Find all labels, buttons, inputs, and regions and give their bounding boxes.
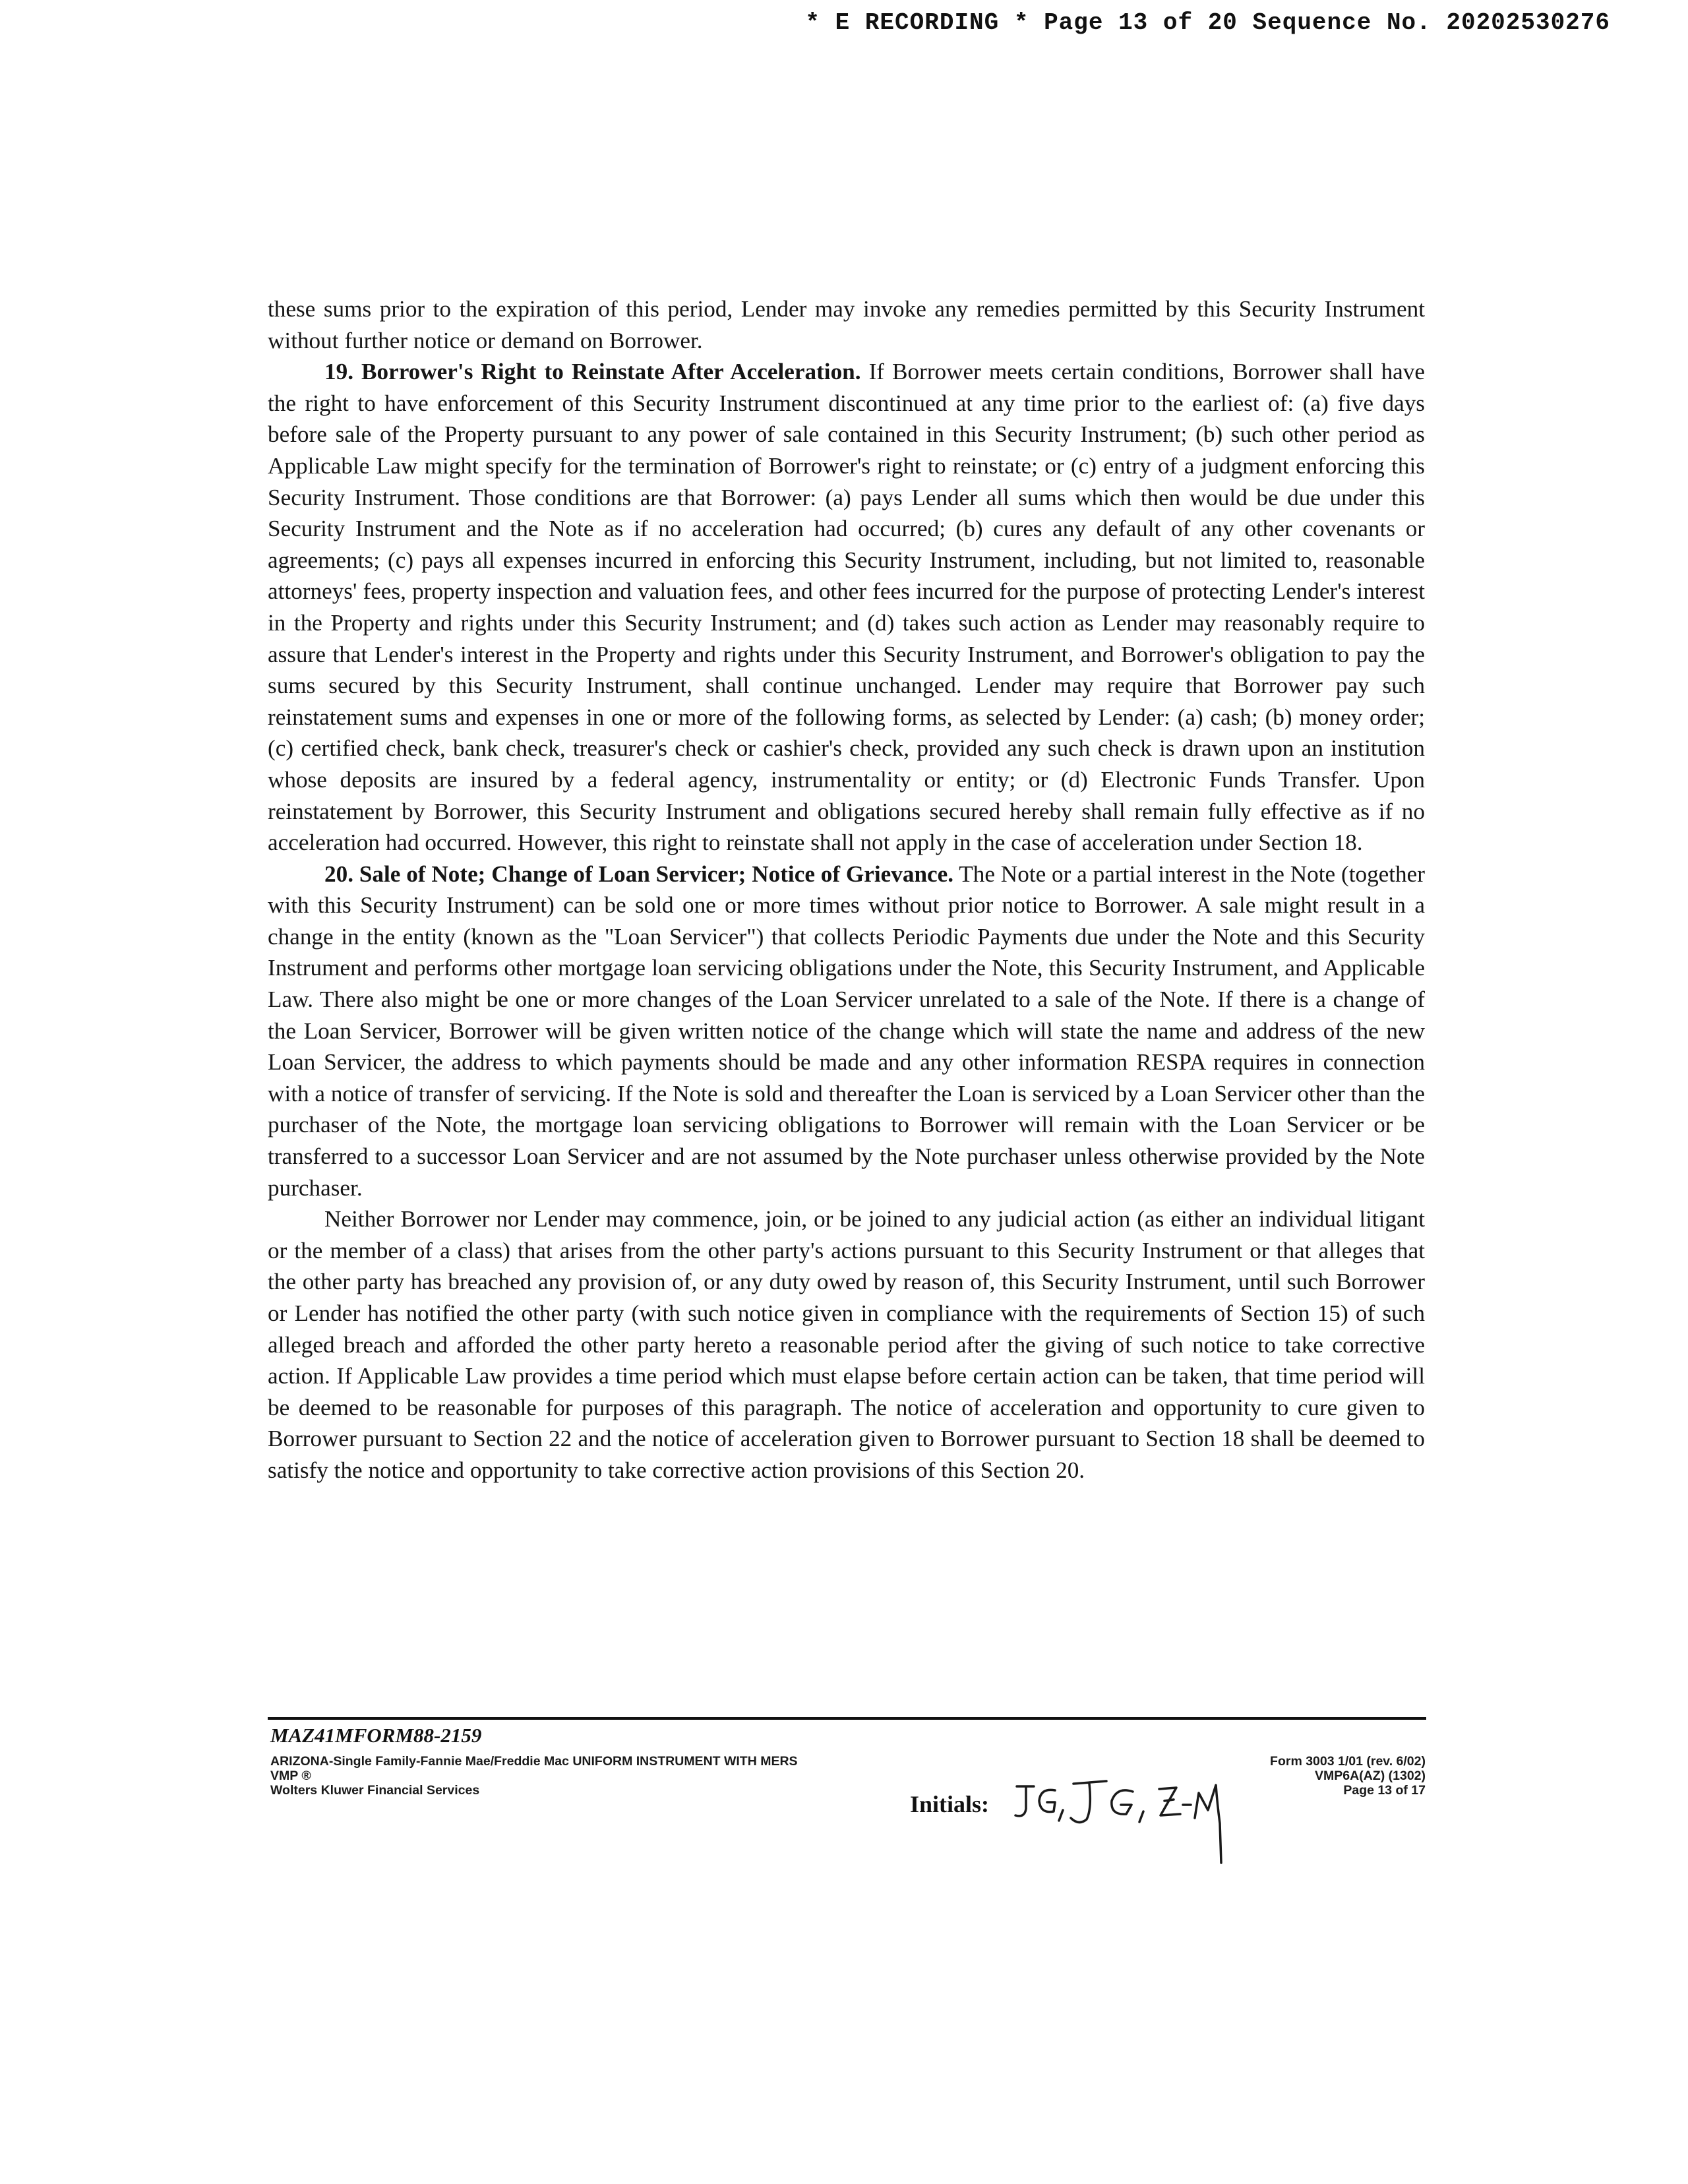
footer-form-title: ARIZONA-Single Family-Fannie Mae/Freddie Mac UNIFORM INSTRUMENT WITH MERS — [270, 1754, 798, 1769]
footer-form-number: Form 3003 1/01 (rev. 6/02) — [1270, 1754, 1426, 1769]
initials-label: Initials: — [910, 1791, 990, 1817]
grievance-paragraph: Neither Borrower nor Lender may commence, join, or be joined to any judicial action (as either an individual litigant or the member of a class) that arises from the other party's actions pursuant to this Security Instrument or that alleges that the other party has breached any provision of, or any duty owed by reason of, this Security Instrument, until such Borrower or Lender has notified the other party (with such notice given in compliance with the requirements of Section 15) of such alleged breach and afforded the other party hereto a reasonable period after the giving of such notice to take corrective action. If Applicable Law provides a time period which must elapse before certain action can be taken, that time period will be deemed to be reasonable for purposes of this paragraph. The notice of acceleration and opportunity to cure given to Borrower pursuant to Section 22 and the notice of acceleration given to Borrower pursuant to Section 18 shall be deemed to satisfy the notice and opportunity to take corrective action provisions of this Section 20. — [268, 1206, 1425, 1483]
section-19-text: If Borrower meets certain conditions, Borrower shall have the right to have enforcement of this Security Instrument discontinued at any time prior to the earliest of: (a) five days before sale of the Property pursuant to any power of sale contained in this Security Instrument; (b) such other period as Applicable Law might specify for the termination of Borrower's right to reinstate; or (c) entry of a judgment enforcing this Security Instrument. Those conditions are that Borrower: (a) pays Lender all sums which then would be due under this Security Instrument and the Note as if no acceleration had occurred; (b) cures any default of any other covenants or agreements; (c) pays all expenses incurred in enforcing this Security Instrument, including, but not limited to, reasonable attorneys' fees, property inspection and valuation fees, and other fees incurred for the purpose of protecting Lender's interest in the Property and rights under this Security Instrument; and (d) takes such action as Lender may reasonably require to assure that Lender's interest in the Property and rights under this Security Instrument, and Borrower's obligation to pay the sums secured by this Security Instrument, shall continue unchanged. Lender may require that Borrower pay such reinstatement sums and expenses in one or more of the following forms, as selected by Lender: (a) cash; (b) money order; (c) certified check, bank check, treasurer's check or cashier's check, provided any such check is drawn upon an institution whose deposits are insured by a federal agency, instrumentality or entity; or (d) Electronic Funds Transfer. Upon reinstatement by Borrower, this Security Instrument and obligations secured hereby shall remain fully effective as if no acceleration had occurred. However, this right to reinstate shall not apply in the case of acceleration under Section 18. — [268, 359, 1426, 856]
section-19-heading: 19. Borrower's Right to Reinstate After Acceleration. — [324, 359, 861, 385]
section-20-paragraph — [268, 859, 1425, 1204]
section-20-heading: 20. Sale of Note; Change of Loan Servicer; Notice of Grievance. — [324, 861, 954, 887]
continuation-paragraph: these sums prior to the expiration of this period, Lender may invoke any remedies permitted by this Security Instrument without further notice or demand on Borrower. — [268, 296, 1425, 353]
footer-publisher: Wolters Kluwer Financial Services — [270, 1783, 480, 1798]
recording-header: * E RECORDING * Page 13 of 20 Sequence No. 20202530276 — [805, 9, 1610, 36]
footer-vmp-code: VMP6A(AZ) (1302) — [1315, 1769, 1426, 1783]
footer-right-block — [1270, 1754, 1426, 1798]
footer-divider — [268, 1717, 1426, 1720]
initials-signature — [1008, 1757, 1258, 1869]
footer-vmp-mark: VMP ® — [270, 1769, 311, 1783]
form-code: MAZ41MFORM88-2159 — [270, 1724, 482, 1747]
footer-page-number: Page 13 of 17 — [1343, 1783, 1426, 1798]
footer-left-block — [270, 1754, 798, 1798]
document-body — [268, 293, 1425, 1486]
section-20-text: The Note or a partial interest in the Note (together with this Security Instrument) can be sold one or more times without prior notice to Borrower. A sale might result in a change in the entity (known as the "Loan Servicer") that collects Periodic Payments due under the Note and this Security Instrument and performs other mortgage loan servicing obligations under the Note, this Security Instrument, and Applicable Law. There also might be one or more changes of the Loan Servicer unrelated to a sale of the Note. If there is a change of the Loan Servicer, Borrower will be given written notice of the change which will state the name and address of the new Loan Servicer, the address to which payments should be made and any other information RESPA requires in connection with a notice of transfer of servicing. If the Note is sold and thereafter the Loan is serviced by a Loan Servicer other than the purchaser of the Note, the mortgage loan servicing obligations to Borrower will remain with the Loan Servicer or be transferred to a successor Loan Servicer and are not assumed by the Note purchaser unless otherwise provided by the Note purchaser. — [268, 861, 1425, 1201]
section-19-paragraph — [268, 356, 1425, 859]
